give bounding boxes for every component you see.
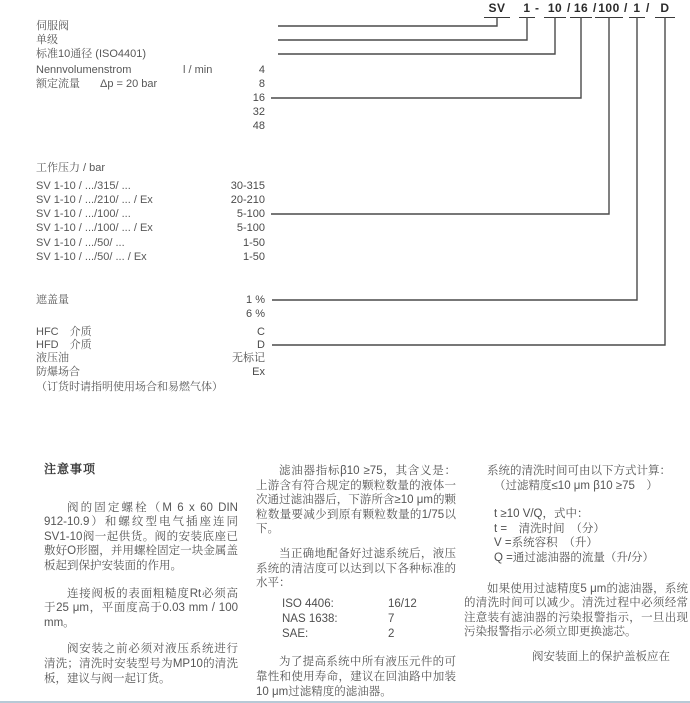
diagram-row-flow-48 [36,119,296,133]
code-field-pressure: 100 [595,1,623,18]
standard-name: NAS 1638: [282,612,338,625]
row-value: 1 % [246,294,265,306]
row-label: SV 1-10 / .../100/ ... [36,208,131,220]
row-label: Nennvolumenstrom [36,64,132,76]
diagram-row-pressure-315 [36,179,296,193]
flushing-time-formula [464,507,688,565]
connector-single-stage [278,17,527,40]
connector-pressure-100 [271,17,609,214]
connector-servo-valve [278,17,497,26]
connector-fluid-d [272,17,665,345]
formula-line: V =系统容积 （升） [494,537,598,550]
standard-name: ISO 4406: [282,597,334,610]
code-field-flow: 16 [570,1,592,18]
code-separator: - [535,1,539,15]
code-field-overlap: 1 [629,1,645,18]
diagram-row-hfd [36,338,296,352]
code-separator: / [624,1,628,15]
connector-size-10 [278,17,555,54]
diagram-row-size [36,47,296,61]
diagram-row-pressure-100 [36,207,296,221]
code-field-fluid: D [655,1,675,18]
diagram-row-mineral-oil [36,351,296,365]
row-value: 4 [258,64,265,76]
row-value: Ex [252,366,265,378]
diagram-row-single-stage [36,33,296,47]
row-label: 液压油 [36,352,69,364]
diagram-row-flow-16 [36,91,296,105]
diagram-row-flow-8 [36,77,296,91]
row-label: 工作压力 / bar [36,162,106,174]
note-paragraph: 阀安装之前必须对液压系统进行清洗；清洗时安装型号为MP10的清洗板，建议与阀一起订货。 [44,643,238,685]
row-label: 标准10通径 (ISO4401) [36,48,147,60]
diagram-row-pressure-header [36,161,296,175]
row-value: 5-100 [236,208,265,220]
row-unit: l / min [183,64,213,76]
row-value: 16 [252,92,265,104]
notes-heading: 注意事项 [44,462,97,476]
standard-value: 7 [388,612,395,625]
row-label: HFC 介质 [36,326,92,338]
code-field-sv: SV [484,1,510,18]
diagram-row-servo-valve [36,19,296,33]
connector-overlap-1 [272,17,637,300]
standard-row-iso [256,597,456,612]
cleanliness-standards-table [256,597,456,643]
note-paragraph: 为了提高系统中所有液压元件的可靠性和使用寿命，建议在回油路中加装10 μm过滤精度的滤油器。 [256,656,456,698]
row-label: 单级 [36,34,58,46]
diagram-row-pressure-210 [36,193,296,207]
code-separator: / [593,1,597,15]
code-field-stage: 1 [519,1,535,18]
diagram-row-pressure-100-ex [36,221,296,235]
note-paragraph-truncated: 阀安装面上的保护盖板应在 [532,650,670,663]
notes-column-1 [44,462,238,699]
note-paragraph: 连接阀板的表面粗糙度Rt必须高于25 μm，平面度高于0.03 mm / 100 mm。 [44,587,238,629]
diagram-row-flow-4 [36,63,296,77]
row-label: 额定流量 [36,78,80,90]
row-value: 6 % [246,308,265,320]
standard-row-nas [256,612,456,627]
note-paragraph: 如果使用过滤精度5 μm的滤油器，系统的清洗时间可以减少。清洗过程中必须经常注意装有滤油器的污染报警指示，一旦出现污染报警指示必须立即更换滤芯。 [464,582,688,639]
row-value: 1-50 [242,251,265,263]
diagram-row-flow-32 [36,105,296,119]
row-value: 1-50 [242,237,265,249]
code-separator: / [646,1,650,15]
row-label: SV 1-10 / .../100/ ... / Ex [36,222,153,234]
row-label: 遮盖量 [36,294,69,306]
row-label: SV 1-10 / .../315/ ... [36,180,131,192]
note-paragraph: 滤油器指标β10 ≥75，其含义是：上游含有符合规定的颗粒数量的液体一次通过滤油器后，下游所含≥10 μm的颗粒数量要减少到原有颗粒数量的1/75以下。 [256,465,456,536]
row-label: HFD 介质 [36,339,92,351]
diagram-row-overlap-6 [36,307,296,321]
row-label: SV 1-10 / .../50/ ... / Ex [36,251,147,263]
filter-spec-line: （过滤精度≤10 μm β10 ≥75 ） [494,479,658,492]
standard-row-sae [256,627,456,642]
formula-line: Q =通过滤油器的流量（升/分） [494,551,655,564]
row-value: 30-315 [230,180,265,192]
diagram-row-overlap-1 [36,293,296,307]
standard-name: SAE: [282,628,309,641]
note-paragraph: 阀的固定螺栓（M 6 x 60 DIN 912-10.9）和螺纹型电气插座连同SV1-10阀一起供货。阀的安装底座已敷好O形圈，并用螺栓固定一块金属盖板起到保护安装面的作用。 [44,501,238,572]
diagram-row-pressure-50-ex [36,250,296,264]
row-value: 48 [252,120,265,132]
code-field-size: 10 [544,1,566,18]
row-value: 5-100 [236,222,265,234]
diagram-row-pressure-50 [36,236,296,250]
formula-line: t ≥10 V/Q，式中： [494,508,589,521]
formula-line: t = 清洗时间 （分） [494,522,605,535]
row-label: 伺服阀 [36,20,69,32]
row-label: SV 1-10 / .../50/ ... [36,237,125,249]
standard-value: 2 [388,628,395,641]
note-paragraph: 当正确地配备好过滤系统后，液压系统的清洁度可以达到以下各种标准的水平： [256,547,456,590]
connector-flow-16 [271,17,581,98]
row-value: 无标记 [232,352,265,364]
row-value: 20-210 [230,194,265,206]
row-label: 防爆场合 [36,366,80,378]
standard-value: 16/12 [388,597,417,610]
diagram-row-explosion-proof [36,365,296,379]
row-unit: Δp = 20 bar [100,78,158,90]
notes-column-3 [464,464,688,665]
diagram-row-hfc [36,325,296,339]
row-value: 8 [258,78,265,90]
notes-column-2 [256,464,456,703]
row-value: C [257,326,265,338]
diagram-row-order-note [36,380,296,394]
row-label: SV 1-10 / .../210/ ... / Ex [36,194,153,206]
code-separator: / [567,1,571,15]
row-value: D [257,339,265,351]
row-value: 32 [252,106,265,118]
note-paragraph: 系统的清洗时间可由以下方式计算： [487,465,671,477]
row-label: （订货时请指明使用场合和易燃气体） [36,381,223,393]
